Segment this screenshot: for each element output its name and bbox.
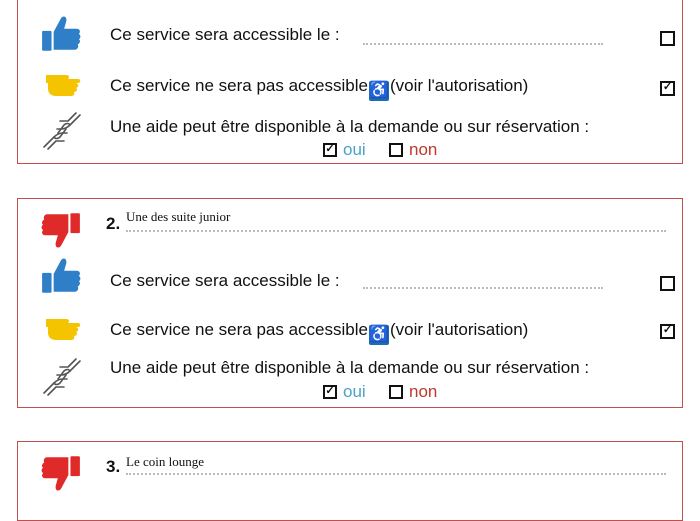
service-number: 2. bbox=[106, 214, 121, 233]
accessible-checkbox[interactable] bbox=[660, 276, 675, 291]
wheelchair-icon: ♿ bbox=[369, 326, 389, 343]
helping-hands-icon bbox=[40, 111, 84, 151]
thumbs-down-icon bbox=[40, 209, 82, 251]
service-card-3 bbox=[17, 441, 683, 521]
thumbs-up-icon bbox=[40, 13, 82, 55]
helping-hands-icon bbox=[40, 357, 84, 397]
date-dotted-line bbox=[363, 287, 603, 289]
non-checkbox[interactable] bbox=[389, 143, 403, 157]
hand-sideways-icon bbox=[40, 307, 84, 347]
hand-sideways-icon bbox=[40, 63, 84, 103]
oui-checkbox[interactable] bbox=[323, 143, 337, 157]
wheelchair-icon: ♿ bbox=[369, 82, 389, 99]
thumbs-down-icon bbox=[40, 452, 82, 494]
not-accessible-checkbox[interactable] bbox=[660, 81, 675, 96]
not-accessible-checkbox[interactable] bbox=[660, 324, 675, 339]
date-dotted-line bbox=[363, 43, 603, 45]
aid-label: Une aide peut être disponible à la demande ou sur réservation : bbox=[110, 117, 590, 136]
not-accessible-label: Ce service ne sera pas accessible♿(voir l'autorisation) bbox=[110, 76, 529, 99]
service-title: Une des suite junior bbox=[126, 209, 231, 224]
accessible-label: Ce service sera accessible le : bbox=[110, 25, 340, 44]
title-dotted-line bbox=[126, 473, 666, 475]
non-checkbox[interactable] bbox=[389, 385, 403, 399]
accessible-label: Ce service sera accessible le : bbox=[110, 271, 340, 290]
service-title: Le coin lounge bbox=[126, 454, 204, 469]
service-card-1 bbox=[17, 0, 683, 164]
title-dotted-line bbox=[126, 230, 666, 232]
service-number: 3. bbox=[106, 457, 121, 476]
non-option[interactable]: non bbox=[389, 382, 437, 402]
not-accessible-label: Ce service ne sera pas accessible♿(voir l'autorisation) bbox=[110, 320, 529, 343]
oui-option[interactable]: ✓ oui bbox=[323, 382, 366, 402]
oui-option[interactable]: ✓ oui bbox=[323, 140, 366, 160]
non-option[interactable]: non bbox=[389, 140, 437, 160]
aid-label: Une aide peut être disponible à la demande ou sur réservation : bbox=[110, 358, 590, 377]
service-card-2 bbox=[17, 198, 683, 408]
accessible-checkbox[interactable] bbox=[660, 31, 675, 46]
thumbs-up-icon bbox=[40, 255, 82, 297]
oui-checkbox[interactable] bbox=[323, 385, 337, 399]
